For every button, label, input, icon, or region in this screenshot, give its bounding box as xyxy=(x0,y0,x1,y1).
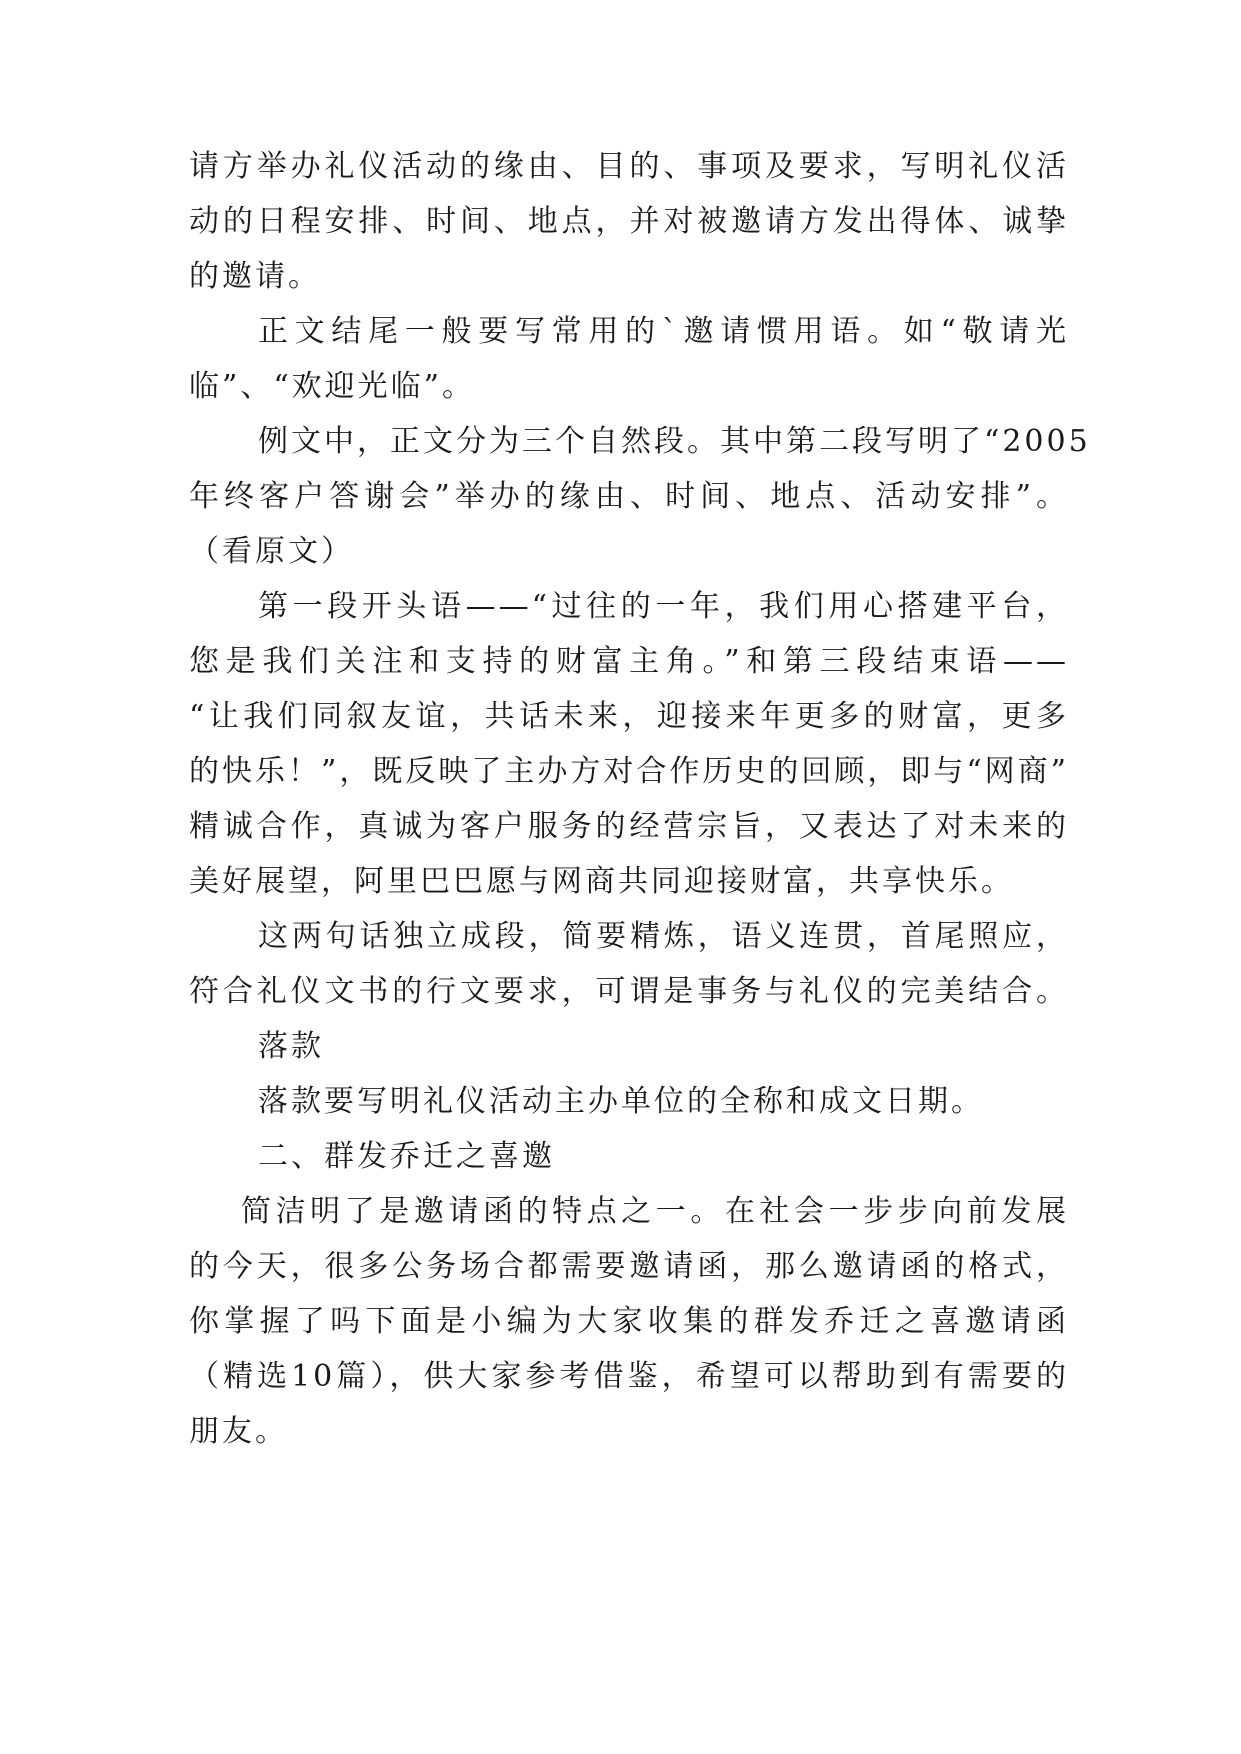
text-line: 你掌握了吗下面是小编为大家收集的群发乔迁之喜邀请函 xyxy=(189,1304,1069,1339)
text-line: 动的日程安排、时间、地点，并对被邀请方发出得体、诚挚 xyxy=(189,204,1069,239)
text-line: 的快乐！”，既反映了主办方对合作历史的回顾，即与“网商” xyxy=(189,754,1070,789)
text-line: 年终客户答谢会”举办的缘由、时间、地点、活动安排”。 xyxy=(189,479,1069,514)
text-line: 的今天，很多公务场合都需要邀请函，那么邀请函的格式， xyxy=(189,1249,1069,1284)
text-line: “让我们同叙友谊，共话未来，迎接来年更多的财富，更多 xyxy=(189,699,1069,734)
text-line: 精诚合作，真诚为客户服务的经营宗旨，又表达了对未来的 xyxy=(189,809,1069,844)
text-line: 临”、“欢迎光临”。 xyxy=(189,369,476,404)
text-line: 请方举办礼仪活动的缘由、目的、事项及要求，写明礼仪活 xyxy=(189,149,1069,184)
text-line: 这两句话独立成段，简要精炼，语义连贯，首尾照应， xyxy=(258,919,1069,954)
section-heading: 二、群发乔迁之喜邀 xyxy=(258,1139,555,1174)
section-heading: 落款 xyxy=(258,1029,324,1064)
text-line: 第一段开头语——“过往的一年，我们用心搭建平台， xyxy=(258,589,1069,624)
text-line: 美好展望，阿里巴巴愿与网商共同迎接财富，共享快乐。 xyxy=(189,864,1014,899)
text-line: 落款要写明礼仪活动主办单位的全称和成文日期。 xyxy=(258,1084,984,1119)
text-line: 例文中，正文分为三个自然段。其中第二段写明了“2005 xyxy=(258,424,1091,459)
text-line: 简洁明了是邀请函的特点之一。在社会一步步向前发展 xyxy=(241,1194,1069,1229)
text-line: 的邀请。 xyxy=(189,259,321,294)
text-line: 正文结尾一般要写常用的`邀请惯用语。如“敬请光 xyxy=(258,314,1069,349)
text-line: （看原文） xyxy=(189,534,354,569)
text-line: （精选10篇），供大家参考借鉴，希望可以帮助到有需要的 xyxy=(189,1359,1069,1394)
text-line: 朋友。 xyxy=(189,1414,288,1449)
text-line: 您是我们关注和支持的财富主角。”和第三段结束语—— xyxy=(189,644,1069,679)
text-line: 符合礼仪文书的行文要求，可谓是事务与礼仪的完美结合。 xyxy=(189,974,1069,1009)
